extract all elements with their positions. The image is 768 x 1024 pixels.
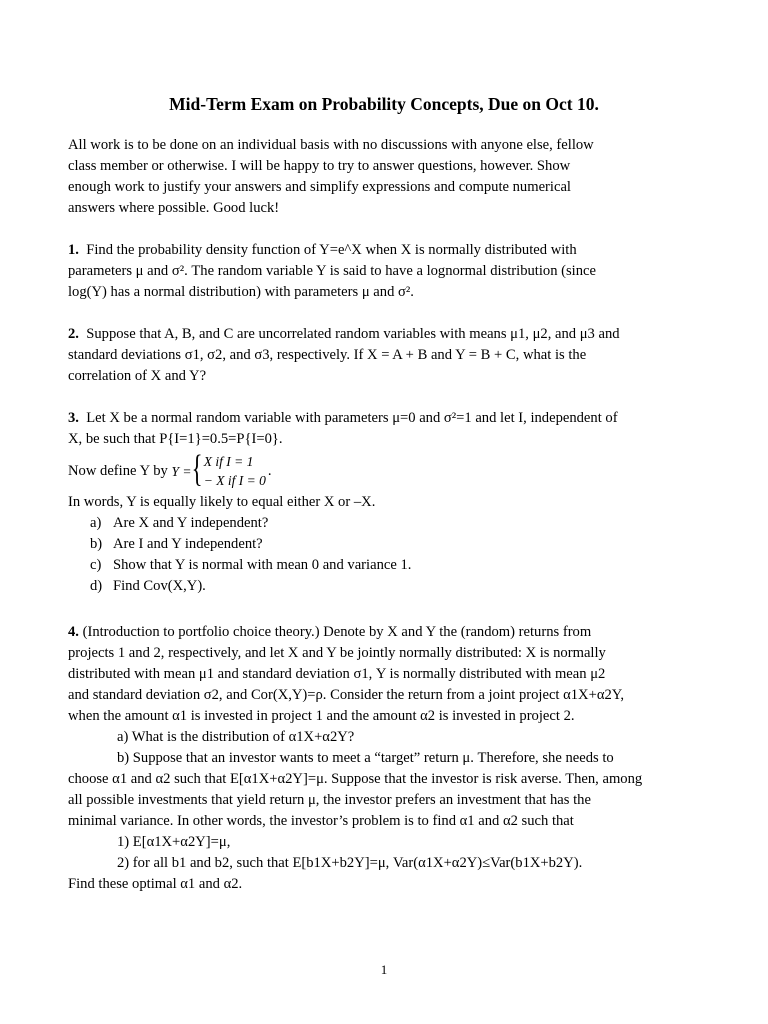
question-3: [68, 408, 708, 597]
question-number: 4.: [68, 624, 79, 640]
page-number: 1: [380, 962, 388, 977]
sub-question-label: b): [90, 536, 103, 552]
q1-line: [68, 240, 708, 261]
q1-line: parameters μ and σ². The random variable Y is said to have a lognormal distribution (since: [68, 263, 596, 279]
question-number: 3.: [68, 410, 79, 426]
q4-condition: 2) for all b1 and b2, such that E[b1X+b2Y]=μ, Var(α1X+α2Y)≤Var(b1X+b2Y).: [117, 855, 583, 871]
intro-line: All work is to be done on an individual basis with no discussions with anyone else, fellow: [68, 137, 594, 153]
q4-condition: 1) E[α1X+α2Y]=μ,: [117, 834, 231, 850]
q4-part-b: b) Suppose that an investor wants to meet a “target” return μ. Therefore, she needs to: [117, 750, 614, 766]
q1-line: log(Y) has a normal distribution) with parameters μ and σ².: [68, 284, 414, 300]
piecewise-cases: [204, 452, 266, 490]
q4-line: [68, 622, 708, 643]
q4-final: Find these optimal α1 and α2.: [68, 876, 243, 892]
sub-question-text: Find Cov(X,Y).: [113, 578, 206, 594]
sub-question: [68, 513, 708, 534]
intro-line: answers where possible. Good luck!: [68, 200, 280, 216]
q4-line: minimal variance. In other words, the investor’s problem is to find α1 and α2 such that: [68, 813, 574, 829]
q2-line: correlation of X and Y?: [68, 368, 207, 384]
q3-text: Let X be a normal random variable with parameters μ=0 and σ²=1 and let I, independent of: [86, 410, 618, 426]
q1-text: Find the probability density function of Y=e^X when X is normally distributed with: [86, 242, 577, 258]
question-2: [68, 324, 708, 387]
q2-text: Suppose that A, B, and C are uncorrelated random variables with means μ1, μ2, and μ3 and: [86, 326, 620, 342]
q4-line: all possible investments that yield return μ, the investor prefers an investment that has the: [68, 792, 591, 808]
q3-definition: [68, 450, 708, 492]
q4-part-a: a) What is the distribution of α1X+α2Y?: [117, 729, 355, 745]
question-number: 2.: [68, 326, 79, 342]
question-4: [68, 622, 708, 895]
piecewise-end: .: [267, 462, 272, 479]
sub-question: [68, 555, 708, 576]
sub-question-text: Show that Y is normal with mean 0 and variance 1.: [113, 557, 412, 573]
sub-question-text: Are I and Y independent?: [113, 536, 263, 552]
q4-text: (Introduction to portfolio choice theory.) Denote by X and Y the (random) returns from: [82, 624, 592, 640]
sub-question: [68, 534, 708, 555]
sub-question-label: a): [90, 515, 102, 531]
q4-line: choose α1 and α2 such that E[α1X+α2Y]=μ. Suppose that the investor is risk averse. Then, among: [68, 771, 643, 787]
question-number: 1.: [68, 242, 79, 258]
q3-line: [68, 408, 708, 429]
piecewise-row: − X if I = 0: [203, 473, 266, 488]
q4-line: distributed with mean μ1 and standard deviation σ1, Y is normally distributed with mean μ2: [68, 666, 606, 682]
q2-line: [68, 324, 708, 345]
piecewise-lhs: Y =: [171, 463, 192, 479]
piecewise-row: X if I = 1: [203, 454, 254, 469]
left-brace-symbol: {: [191, 448, 203, 490]
intro-line: enough work to justify your answers and simplify expressions and compute numerical: [68, 179, 571, 195]
sub-question: [68, 576, 708, 597]
define-prefix: Now define Y by: [68, 462, 168, 479]
question-1: [68, 240, 708, 303]
q4-line: and standard deviation σ2, and Cor(X,Y)=ρ. Consider the return from a joint project α1X+α2Y,: [68, 687, 625, 703]
sub-question-label: c): [90, 557, 102, 573]
intro-line: class member or otherwise. I will be happy to try to answer questions, however. Show: [68, 158, 571, 174]
instructions-paragraph: [68, 135, 708, 219]
q4-line: projects 1 and 2, respectively, and let X and Y be jointly normally distributed: X is normally: [68, 645, 606, 661]
q2-line: standard deviations σ1, σ2, and σ3, respectively. If X = A + B and Y = B + C, what is the: [68, 347, 587, 363]
q3-line: X, be such that P{I=1}=0.5=P{I=0}.: [68, 431, 283, 447]
q4-line: when the amount α1 is invested in project 1 and the amount α2 is invested in project 2.: [68, 708, 575, 724]
exam-title: Mid-Term Exam on Probability Concepts, Due on Oct 10.: [169, 94, 599, 114]
sub-question-label: d): [90, 578, 103, 594]
q3-line: In words, Y is equally likely to equal either X or –X.: [68, 494, 376, 510]
sub-question-text: Are X and Y independent?: [113, 515, 269, 531]
